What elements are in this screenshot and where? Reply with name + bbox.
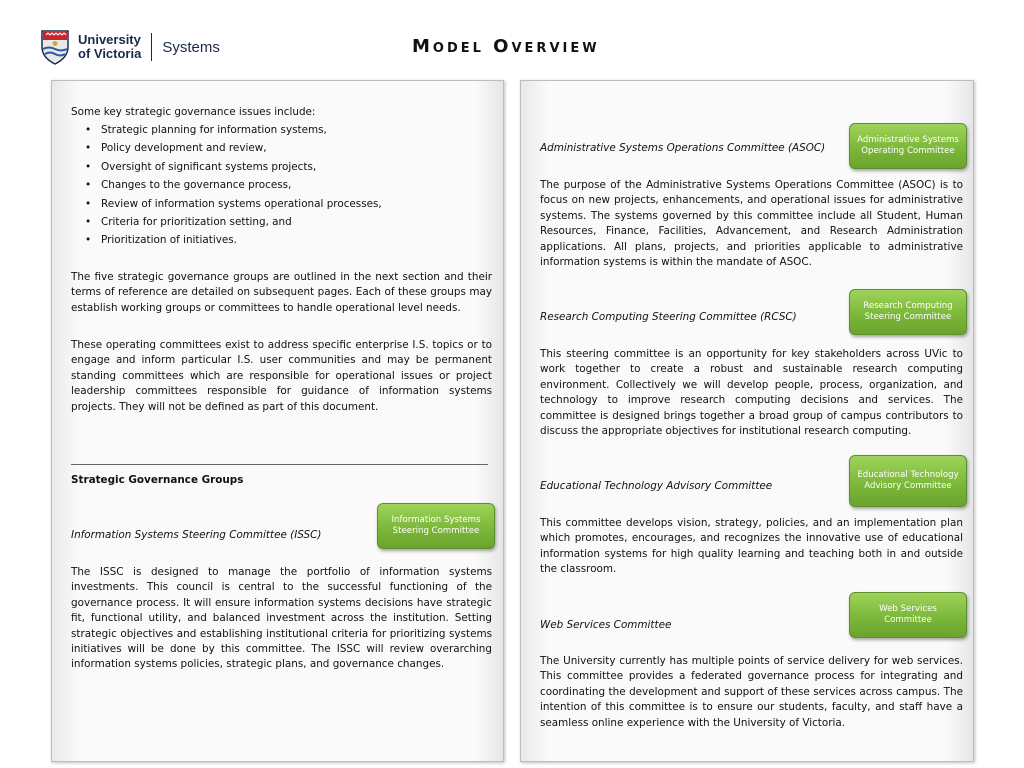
list-item: • Oversight of significant systems projects, — [85, 160, 317, 173]
page-title: Model Overview — [412, 36, 600, 57]
logo-line-1: University — [78, 32, 141, 47]
rcsc-title: Research Computing Steering Committee (RCSC) — [540, 311, 797, 323]
asoc-description: The purpose of the Administrative Systems Operations Committee (ASOC) is to focus on new projects, enhancements, and operational issues for administrative systems. The systems governed by this committee include all Student, Human Resources, Finance, Facilities, Advancement, and Research Administration applications. All plans, projects, and priorities applicable to administrative information systems is within the mandate of ASOC. — [540, 179, 963, 269]
right-panel — [520, 80, 974, 762]
uvic-logo — [40, 28, 220, 66]
issc-committee-button[interactable]: Information Systems Steering Committee — [377, 503, 495, 549]
issc-description: The ISSC is designed to manage the portfolio of information systems investments. This council is central to the successful functioning of the governance process. It will ensure information systems decisions have strategic fit, functional utility, and balanced investment across the institution. Setting strategic objectives and establishing institutional criteria for prioritizing systems initiatives will be done by this committee. The ISSC will review overarching information systems policies, strategic plans, and governance changes. — [71, 566, 492, 671]
asoc-title: Administrative Systems Operations Committee (ASOC) — [540, 142, 826, 154]
logo-line-2: of Victoria — [78, 46, 142, 61]
asoc-committee-button[interactable]: Administrative Systems Operating Committee — [849, 123, 967, 169]
section-heading: Strategic Governance Groups — [71, 474, 244, 486]
rcsc-committee-button[interactable]: Research Computing Steering Committee — [849, 289, 967, 335]
issc-title: Information Systems Steering Committee (ISSC) — [71, 529, 322, 541]
wsc-title: Web Services Committee — [540, 619, 672, 631]
list-item: • Changes to the governance process, — [85, 179, 292, 192]
wsc-description: The University currently has multiple points of service delivery for web services. This committee provides a federated governance process for integrating and coordinating the development and support of these services across campus. The intention of this committee is to ensure our students, faculty, and staff have a seamless online experience with the University of Victoria. — [540, 655, 963, 729]
list-item: • Strategic planning for information systems, — [85, 124, 327, 136]
wsc-committee-button[interactable]: Web Services Committee — [849, 592, 967, 638]
section-divider — [71, 464, 488, 465]
logo-subtitle: Systems — [162, 38, 220, 56]
etac-description: This committee develops vision, strategy, policies, and an implementation plan which promotes, encourages, and recognizes the innovative use of educational information systems for high quality learning and teaching both in and outside the classroom. — [540, 517, 963, 576]
paragraph-governance-groups: The five strategic governance groups are outlined in the next section and their terms of reference are detailed on subsequent pages. Each of these groups may establish working groups or committees to handle operational level needs. — [71, 271, 492, 314]
etac-committee-button[interactable]: Educational Technology Advisory Committee — [849, 455, 967, 507]
rcsc-description: This steering committee is an opportunity for key stakeholders across UVic to work together to create a robust and sustainable research computing environment. Collectively we will develop people, process, organization, and technology to improve research computing decisions and services. The committee is designed brings together a broad group of campus contributors to discuss the appropriate objectives for institutional research computing. — [540, 348, 963, 438]
paragraph-operating-committees: These operating committees exist to address specific enterprise I.S. topics or to engage and inform particular I.S. user communities and may be permanent standing committees which are responsible for operational issues or project leadership committees responsible for guidance of information systems projects. They will not be defined as part of this document. — [71, 339, 492, 413]
logo-wordmark — [78, 33, 141, 61]
list-item: • Policy development and review, — [85, 142, 267, 155]
left-panel — [51, 80, 504, 762]
list-item: • Prioritization of initiatives. — [85, 234, 237, 247]
etac-title: Educational Technology Advisory Committee — [540, 480, 773, 492]
governance-issues-list — [71, 123, 491, 252]
uvic-crest-icon — [40, 29, 70, 65]
list-item: • Review of information systems operational processes, — [85, 197, 382, 210]
list-item: • Criteria for prioritization setting, and — [85, 215, 292, 228]
logo-divider — [151, 33, 152, 61]
intro-text: Some key strategic governance issues include: — [71, 106, 316, 118]
